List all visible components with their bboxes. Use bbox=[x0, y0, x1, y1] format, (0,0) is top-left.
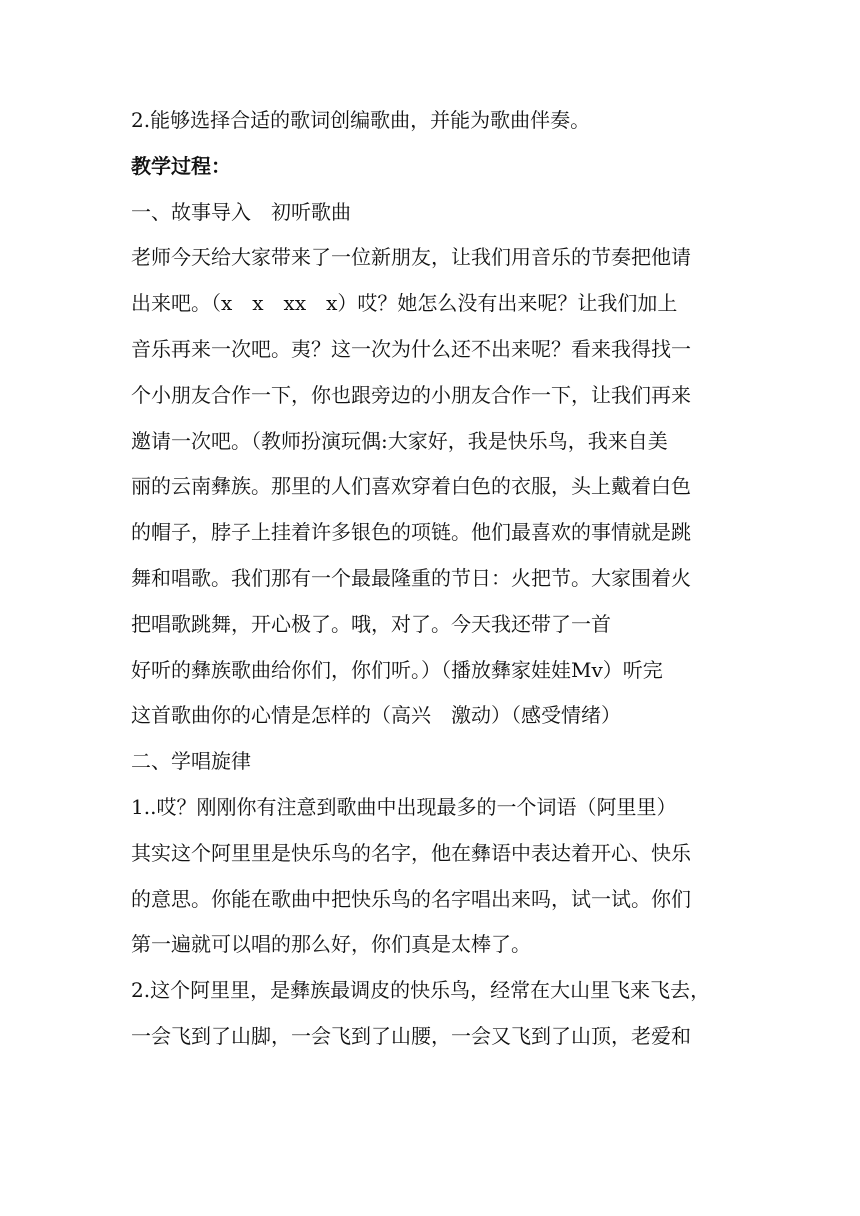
subsection-heading: 一、故事导入 初听歌曲 bbox=[131, 199, 351, 224]
text-line: 这首歌曲你的心情是怎样的（高兴 激动）（感受情绪） bbox=[131, 703, 621, 728]
text-line: 老师今天给大家带来了一位新朋友，让我们用音乐的节奏把他请 bbox=[131, 245, 691, 270]
section-heading: 教学过程： bbox=[131, 153, 231, 178]
text-line: 2.这个阿里里，是彝族最调皮的快乐鸟，经常在大山里飞来飞去， bbox=[131, 978, 711, 1003]
text-line: 2.能够选择合适的歌词创编歌曲，并能为歌曲伴奏。 bbox=[131, 108, 591, 132]
subsection-heading: 二、学唱旋律 bbox=[131, 749, 251, 774]
text-line: 把唱歌跳舞，开心极了。哦，对了。今天我还带了一首 bbox=[131, 611, 611, 636]
text-line: 第一遍就可以唱的那么好，你们真是太棒了。 bbox=[131, 932, 531, 957]
text-line: 一会飞到了山脚，一会飞到了山腰，一会又飞到了山顶，老爱和 bbox=[131, 1023, 691, 1048]
text-line: 的意思。你能在歌曲中把快乐鸟的名字唱出来吗，试一试。你们 bbox=[131, 886, 691, 911]
document-body bbox=[131, 110, 731, 1072]
text-line: 其实这个阿里里是快乐鸟的名字，他在彝语中表达着开心、快乐 bbox=[131, 840, 691, 865]
text-line: 出来吧。（x x xx x）哎？她怎么没有出来呢？让我们加上 bbox=[131, 291, 678, 316]
text-line: 的帽子，脖子上挂着许多银色的项链。他们最喜欢的事情就是跳 bbox=[131, 520, 691, 545]
text-line: 舞和唱歌。我们那有一个最最隆重的节日：火把节。大家围着火 bbox=[131, 565, 691, 590]
text-line: 丽的云南彝族。那里的人们喜欢穿着白色的衣服，头上戴着白色 bbox=[131, 474, 691, 499]
text-line: 1..哎？刚刚你有注意到歌曲中出现最多的一个词语（阿里里） bbox=[131, 794, 677, 819]
text-line: 个小朋友合作一下，你也跟旁边的小朋友合作一下，让我们再来 bbox=[131, 382, 691, 407]
text-line: 邀请一次吧。（教师扮演玩偶:大家好，我是快乐鸟，我来自美 bbox=[131, 428, 668, 453]
text-line: 音乐再来一次吧。夷？这一次为什么还不出来呢？看来我得找一 bbox=[131, 336, 691, 361]
text-line: 好听的彝族歌曲给你们，你们听。）（播放彝家娃娃Mv）听完 bbox=[131, 657, 663, 682]
